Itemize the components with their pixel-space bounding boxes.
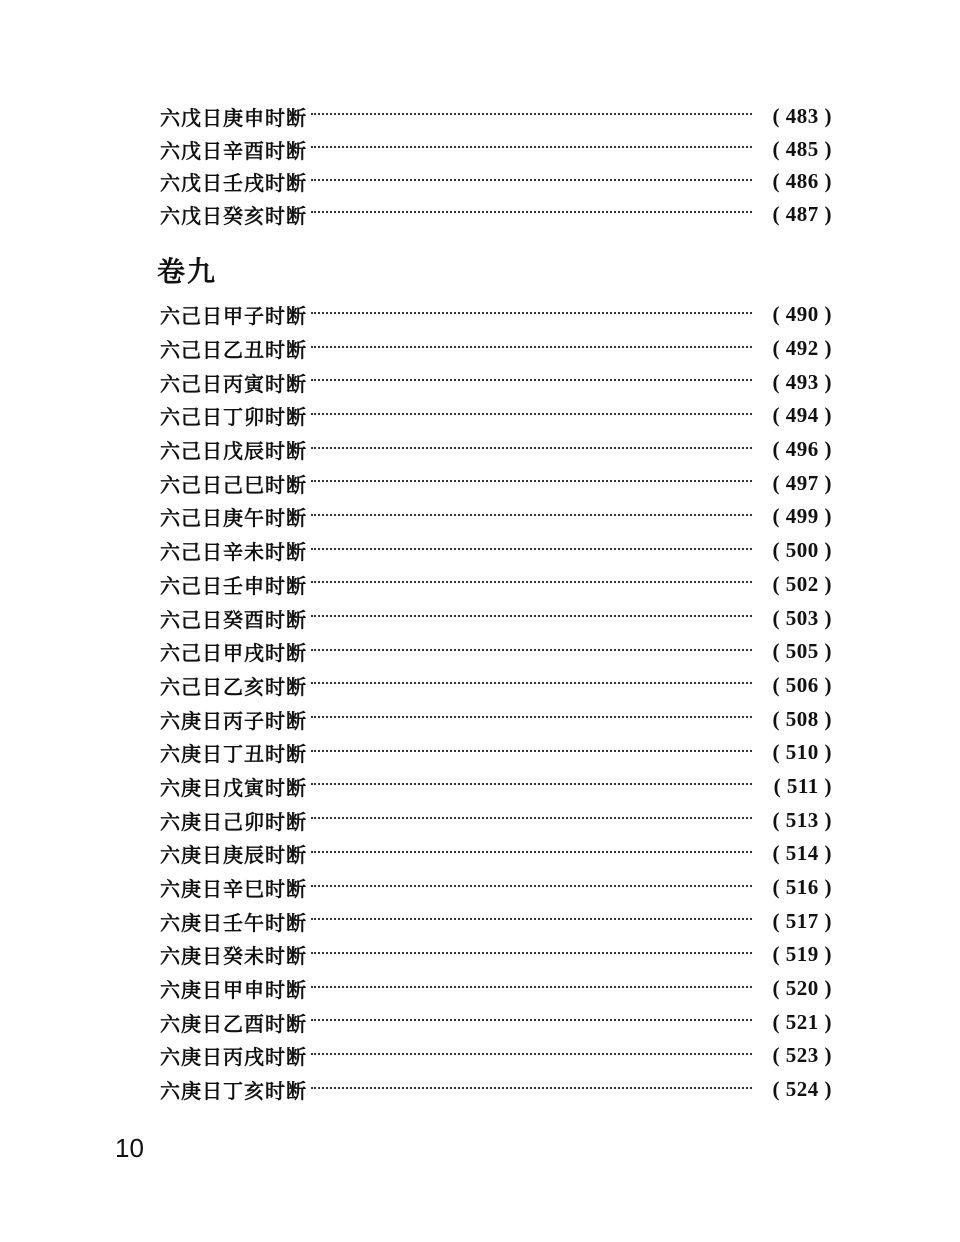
toc-entry-title: 六庚日丙戌时断 <box>160 1045 307 1070</box>
dot-leader <box>311 211 752 213</box>
toc-entry-title: 六庚日壬午时断 <box>160 910 307 935</box>
toc-entry-title: 六戊日癸亥时断 <box>160 203 307 228</box>
dot-leader <box>311 716 752 718</box>
toc-entry <box>160 938 832 972</box>
toc-entry <box>160 635 832 669</box>
dot-leader <box>311 851 752 853</box>
dot-leader <box>311 682 752 684</box>
dot-leader <box>311 447 752 449</box>
toc-entry-page: ( 502 ) <box>772 571 832 596</box>
toc-list-top <box>160 100 832 231</box>
toc-entry-title: 六己日丙寅时断 <box>160 371 307 396</box>
toc-entry-page: ( 496 ) <box>772 437 832 462</box>
toc-entry-title: 六己日甲子时断 <box>160 304 307 329</box>
toc-entry-page: ( 510 ) <box>772 740 832 765</box>
toc-entry <box>160 904 832 938</box>
toc-entry-title: 六己日癸酉时断 <box>160 607 307 632</box>
toc-entry-title: 六戊日壬戌时断 <box>160 171 307 196</box>
toc-entry <box>160 568 832 602</box>
toc-entry-page: ( 520 ) <box>772 976 832 1001</box>
toc-entry-title: 六戊日辛酉时断 <box>160 138 307 163</box>
toc-entry-title: 六庚日丁丑时断 <box>160 742 307 767</box>
toc-entry <box>160 770 832 804</box>
toc-entry <box>160 1005 832 1039</box>
dot-leader <box>311 986 752 988</box>
toc-entry <box>160 298 832 332</box>
page-number: 10 <box>115 1133 144 1163</box>
toc-entry-page: ( 499 ) <box>772 504 832 529</box>
toc-entry-page: ( 517 ) <box>772 908 832 933</box>
dot-leader <box>311 918 752 920</box>
dot-leader <box>311 649 752 651</box>
toc-entry-page: ( 508 ) <box>772 706 832 731</box>
dot-leader <box>311 783 752 785</box>
toc-list-main <box>160 298 832 1107</box>
toc-entry <box>160 803 832 837</box>
dot-leader <box>311 817 752 819</box>
section-heading: 卷九 <box>157 255 218 288</box>
toc-entry-title: 六庚日辛巳时断 <box>160 877 307 902</box>
toc-entry <box>160 165 832 198</box>
toc-entry <box>160 702 832 736</box>
toc-entry <box>160 433 832 467</box>
toc-entry-page: ( 511 ) <box>773 773 832 798</box>
toc-entry <box>160 100 832 133</box>
toc-entry-page: ( 506 ) <box>772 672 832 697</box>
toc-entry <box>160 669 832 703</box>
toc-entry-page: ( 483 ) <box>772 103 832 128</box>
toc-entry <box>160 332 832 366</box>
toc-entry <box>160 534 832 568</box>
dot-leader <box>311 480 752 482</box>
toc-entry-page: ( 486 ) <box>772 169 832 194</box>
dot-leader <box>311 750 752 752</box>
toc-entry-title: 六己日丁卯时断 <box>160 405 307 430</box>
toc-entry-page: ( 485 ) <box>772 136 832 161</box>
toc-entry-title: 六庚日丁亥时断 <box>160 1079 307 1104</box>
dot-leader <box>311 113 752 115</box>
toc-entry-title: 六戊日庚申时断 <box>160 105 307 130</box>
toc-entry-page: ( 490 ) <box>772 302 832 327</box>
toc-entry <box>160 972 832 1006</box>
dot-leader <box>311 1087 752 1089</box>
toc-entry-title: 六己日乙亥时断 <box>160 674 307 699</box>
toc-entry-title: 六己日庚午时断 <box>160 506 307 531</box>
toc-entry-page: ( 513 ) <box>772 807 832 832</box>
toc-entry-page: ( 523 ) <box>772 1043 832 1068</box>
toc-entry-page: ( 494 ) <box>772 403 832 428</box>
dot-leader <box>311 312 752 314</box>
toc-entry-page: ( 516 ) <box>772 875 832 900</box>
dot-leader <box>311 1053 752 1055</box>
dot-leader <box>311 146 752 148</box>
toc-entry-title: 六庚日丙子时断 <box>160 708 307 733</box>
dot-leader <box>311 952 752 954</box>
dot-leader <box>311 615 752 617</box>
toc-entry-page: ( 487 ) <box>772 201 832 226</box>
toc-entry-page: ( 497 ) <box>772 470 832 495</box>
dot-leader <box>311 548 752 550</box>
toc-entry-title: 六庚日庚辰时断 <box>160 843 307 868</box>
dot-leader <box>311 346 752 348</box>
toc-entry <box>160 837 832 871</box>
toc-entry-page: ( 493 ) <box>772 369 832 394</box>
dot-leader <box>311 1019 752 1021</box>
toc-entry <box>160 399 832 433</box>
toc-entry-title: 六庚日乙酉时断 <box>160 1011 307 1036</box>
toc-entry-title: 六己日辛未时断 <box>160 540 307 565</box>
toc-entry <box>160 736 832 770</box>
toc-entry <box>160 1073 832 1107</box>
dot-leader <box>311 514 752 516</box>
dot-leader <box>311 581 752 583</box>
toc-entry-title: 六己日己巳时断 <box>160 472 307 497</box>
toc-entry-page: ( 521 ) <box>772 1009 832 1034</box>
toc-entry-title: 六庚日癸未时断 <box>160 944 307 969</box>
toc-entry-title: 六庚日戊寅时断 <box>160 775 307 800</box>
toc-entry <box>160 198 832 231</box>
toc-entry <box>160 1039 832 1073</box>
toc-entry <box>160 133 832 166</box>
toc-entry-page: ( 503 ) <box>772 605 832 630</box>
toc-entry-title: 六己日乙丑时断 <box>160 338 307 363</box>
toc-entry-page: ( 500 ) <box>772 538 832 563</box>
toc-entry <box>160 871 832 905</box>
toc-entry-page: ( 514 ) <box>772 841 832 866</box>
dot-leader <box>311 379 752 381</box>
toc-entry-title: 六庚日己卯时断 <box>160 809 307 834</box>
toc-entry-title: 六己日甲戌时断 <box>160 641 307 666</box>
toc-entry-page: ( 492 ) <box>772 336 832 361</box>
toc-entry-title: 六庚日甲申时断 <box>160 978 307 1003</box>
dot-leader <box>311 179 752 181</box>
toc-entry <box>160 466 832 500</box>
dot-leader <box>311 413 752 415</box>
toc-entry <box>160 365 832 399</box>
toc-entry-title: 六己日戊辰时断 <box>160 439 307 464</box>
toc-entry-page: ( 519 ) <box>772 942 832 967</box>
dot-leader <box>311 885 752 887</box>
toc-entry <box>160 500 832 534</box>
toc-entry-title: 六己日壬申时断 <box>160 573 307 598</box>
toc-entry <box>160 601 832 635</box>
toc-entry-page: ( 505 ) <box>772 639 832 664</box>
toc-entry-page: ( 524 ) <box>772 1077 832 1102</box>
